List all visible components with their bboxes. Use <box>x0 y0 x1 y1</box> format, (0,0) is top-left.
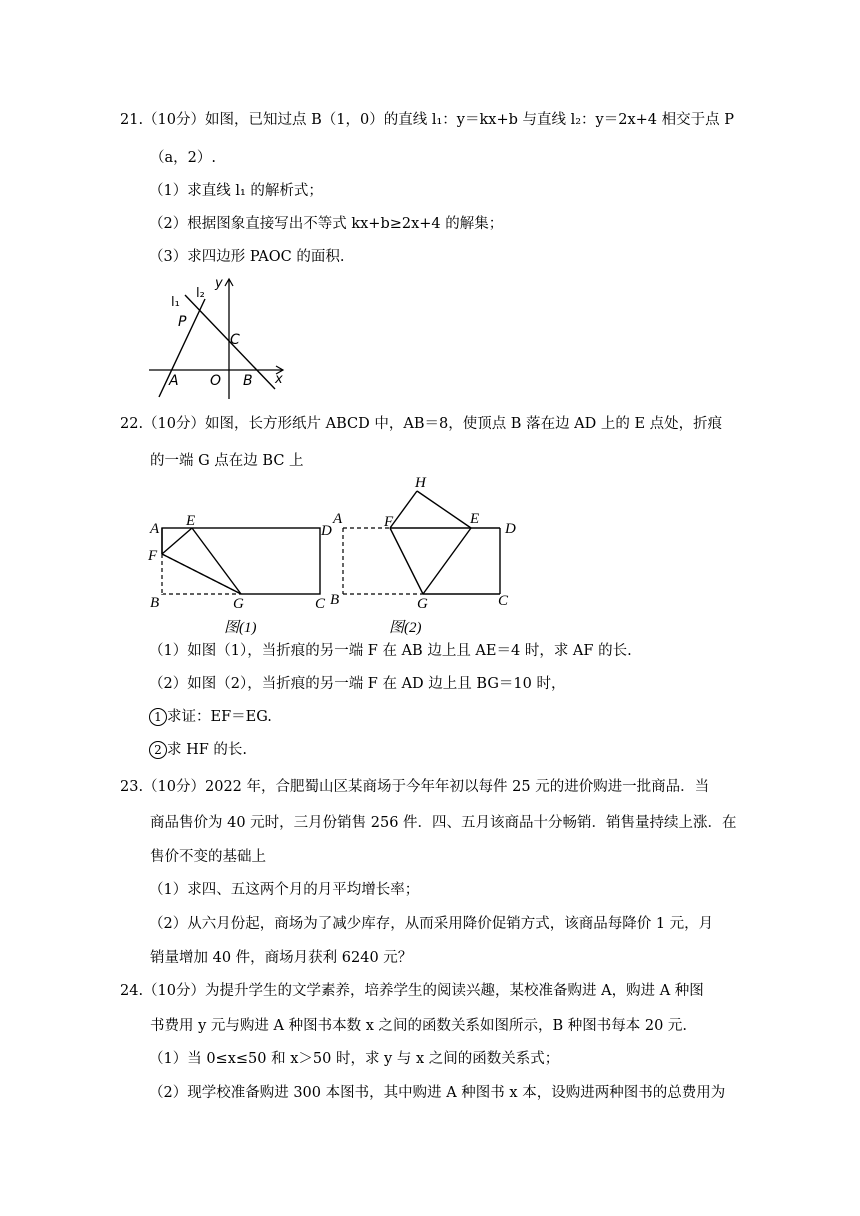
q24-part1: （1）当 0≤x≤50 和 x＞50 时，求 y 与 x 之间的函数关系式； <box>149 1051 560 1067</box>
label-O: O <box>210 373 222 389</box>
q21-figure <box>145 275 295 403</box>
fig1-C: C <box>315 596 326 612</box>
label-P: P <box>178 314 187 330</box>
q23-line2: 商品售价为 40 元时，三月份销售 256 件．四、五月该商品十分畅销．销售量持续上涨．在 <box>150 815 737 831</box>
fig2-A: A <box>333 511 343 527</box>
fig1-F: F <box>148 548 158 564</box>
q22-part2: （2）如图（2），当折痕的另一端 F 在 AD 边上且 BG＝10 时， <box>149 676 566 692</box>
label-x: x <box>275 372 283 387</box>
fig2-H: H <box>415 475 426 491</box>
q21-line2: （a，2）. <box>150 150 216 166</box>
q22-line2: 的一端 G 点在边 BC 上 <box>150 453 304 469</box>
label-C: C <box>230 332 240 348</box>
fig1-G: G <box>233 596 244 612</box>
q21-part1: （1）求直线 l₁ 的解析式； <box>149 183 323 199</box>
q21-part3: （3）求四边形 PAOC 的面积. <box>149 249 345 265</box>
q22-line1: 22.（10分）如图，长方形纸片 ABCD 中，AB＝8，使顶点 B 落在边 AD 上的 E 点处，折痕 <box>120 416 723 432</box>
fig1-B: B <box>150 595 160 611</box>
q23-line3: 售价不变的基础上 <box>150 849 266 865</box>
fig2-F: F <box>384 514 394 530</box>
fig2-E: E <box>470 511 480 527</box>
fig2-caption: 图(2) <box>389 620 422 636</box>
q22-sub1-text: 求证：EF＝EG. <box>167 709 272 725</box>
fig2-D: D <box>505 521 516 537</box>
label-B: B <box>243 373 253 389</box>
q22-sub2 <box>149 740 247 760</box>
fig1-A: A <box>150 521 160 537</box>
fig1-E: E <box>186 513 196 529</box>
circled-number-1: 1 <box>149 708 167 726</box>
q23-part1: （1）求四、五这两个月的月平均增长率； <box>149 882 420 898</box>
fig1-D: D <box>321 523 332 539</box>
q23-line1: 23.（10分）2022 年，合肥蜀山区某商场于今年年初以每件 25 元的进价购进一批商品．当 <box>120 779 710 795</box>
q24-part2: （2）现学校准备购进 300 本图书，其中购进 A 种图书 x 本，设购进两种图书的总费用为 <box>149 1085 726 1101</box>
fig2-B: B <box>330 592 340 608</box>
q24-line1: 24.（10分）为提升学生的文学素养，培养学生的阅读兴趣，某校准备购进 A，购进 A 种图 <box>120 983 704 999</box>
label-l2: l₂ <box>196 286 205 301</box>
q22-sub2-text: 求 HF 的长. <box>167 742 248 758</box>
q21-line1: 21.（10分）如图，已知过点 B（1，0）的直线 l₁：y＝kx+b 与直线 l₂：y＝2x+4 相交于点 P <box>120 112 734 128</box>
fig2-C: C <box>498 593 509 609</box>
fig2-G: G <box>417 596 428 612</box>
q24-line2: 书费用 y 元与购进 A 种图书本数 x 之间的函数关系如图所示，B 种图书每本 20 元. <box>150 1018 688 1034</box>
fig1-caption: 图(1) <box>224 620 257 636</box>
q22-sub1 <box>149 707 272 727</box>
q22-figures <box>140 470 530 640</box>
q23-part2b: 销量增加 40 件，商场月获利 6240 元？ <box>150 950 413 966</box>
label-A: A <box>169 373 179 389</box>
q22-part1: （1）如图（1），当折痕的另一端 F 在 AB 边上且 AE＝4 时，求 AF 的长. <box>149 643 632 659</box>
q23-part2a: （2）从六月份起，商场为了减少库存，从而采用降价促销方式，该商品每降价 1 元，月 <box>149 916 714 932</box>
label-y: y <box>215 276 223 291</box>
circled-number-2: 2 <box>149 741 167 759</box>
label-l1: l₁ <box>171 295 180 310</box>
q21-part2: （2）根据图象直接写出不等式 kx+b≥2x+4 的解集； <box>149 216 504 232</box>
